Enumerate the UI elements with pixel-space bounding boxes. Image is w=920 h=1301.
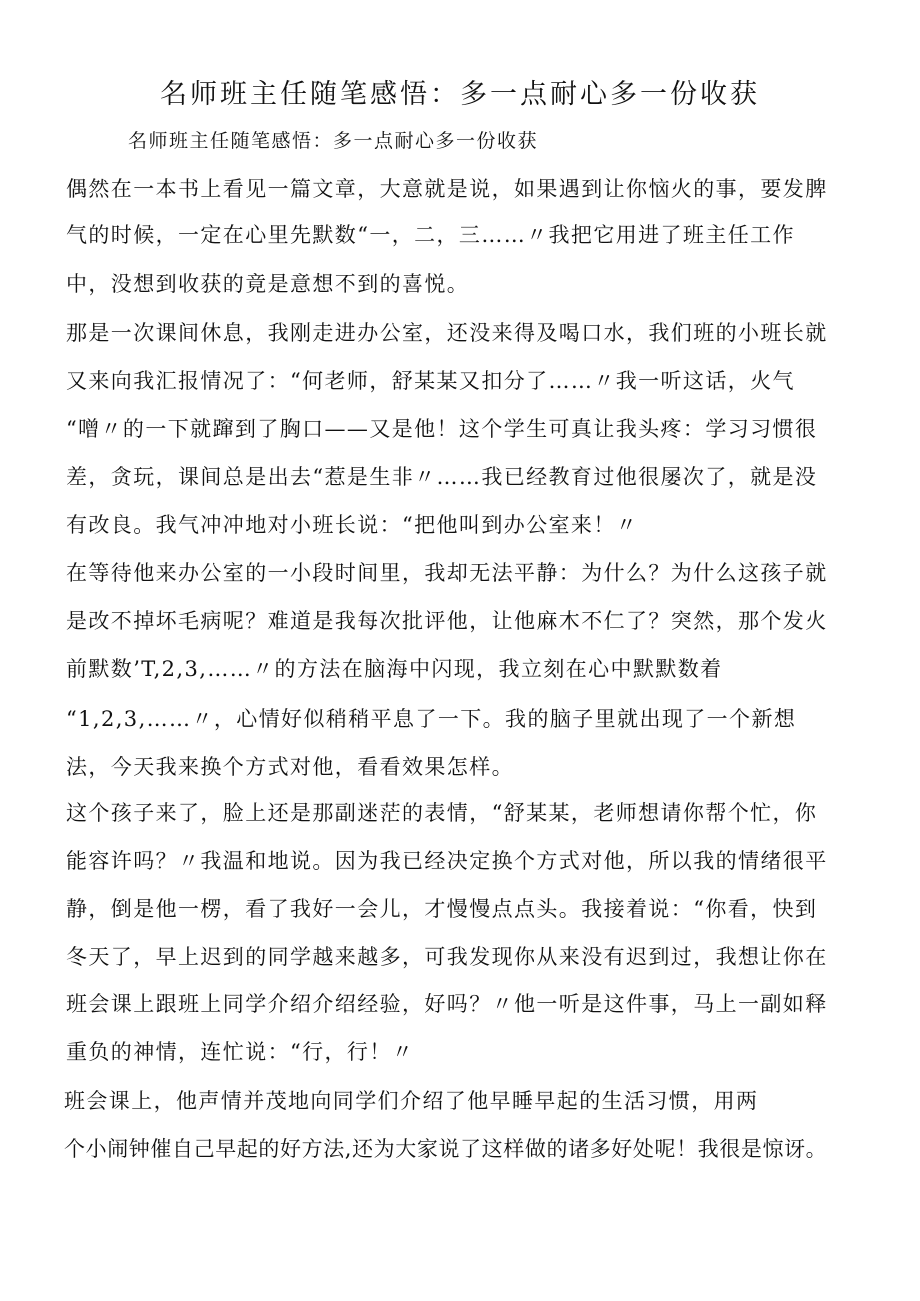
paragraph-line: 在等待他来办公室的一小段时间里，我却无法平静：为什么？为什么这孩子就 [66, 561, 828, 585]
document-title: 名师班主任随笔感悟：多一点耐心多一份收获 [160, 79, 760, 110]
paragraph-line: 冬天了，早上迟到的同学越来越多，可我发现你从来没有迟到过，我想让你在 [66, 945, 828, 969]
paragraph-line: 静，倒是他一楞，看了我好一会儿，才慢慢点点头。我接着说：“你看，快到 [66, 897, 818, 921]
paragraph-line: 班会课上，他声情并茂地向同学们介绍了他早睡早起的生活习惯，用两 [64, 1089, 759, 1113]
paragraph-line: 气的时候，一定在心里先默数“一，二，三……〃我把它用进了班主任工作 [66, 223, 795, 247]
paragraph-line: 那是一次课间休息，我刚走进办公室，还没来得及喝口水，我们班的小班长就 [66, 321, 828, 345]
paragraph-line: 能容许吗？〃我温和地说。因为我已经决定换个方式对他，所以我的情绪很平 [66, 849, 828, 873]
document-subtitle: 名师班主任随笔感悟：多一点耐心多一份收获 [128, 130, 539, 152]
paragraph-line: 这个孩子来了，脸上还是那副迷茫的表情，“舒某某，老师想请你帮个忙，你 [66, 801, 818, 825]
paragraph-line: 法，今天我来换个方式对他，看看效果怎样。 [66, 755, 514, 779]
paragraph-line: 中，没想到收获的竟是意想不到的喜悦。 [66, 272, 470, 296]
paragraph-line: 偶然在一本书上看见一篇文章，大意就是说，如果遇到让你恼火的事，要发脾 [66, 177, 828, 201]
paragraph-line: 班会课上跟班上同学介绍介绍经验，好吗？〃他一听是这件事，马上一副如释 [66, 992, 828, 1016]
paragraph-line: 有改良。我气冲冲地对小班长说：“把他叫到办公室来！〃 [66, 513, 639, 537]
paragraph-line: “1,2,3,……〃，心情好似稍稍平息了一下。我的脑子里就出现了一个新想 [66, 707, 797, 731]
paragraph-line: 个小闹钟催自己早起的好方法,还为大家说了这样做的诸多好处呢！我很是惊讶。 [64, 1137, 828, 1161]
paragraph-line: “噌〃的一下就蹿到了胸口——又是他！这个学生可真让我头疼：学习习惯很 [66, 417, 818, 441]
paragraph-line: 重负的神情，连忙说：“行，行！〃 [66, 1040, 415, 1064]
paragraph-line: 前默数’T,2,3,……〃的方法在脑海中闪现，我立刻在心中默默数着 [66, 657, 723, 681]
paragraph-line: 又来向我汇报情况了：“何老师，舒某某又扣分了……〃我一听这话，火气 [66, 369, 795, 393]
paragraph-line: 差，贪玩，课间总是出去“惹是生非〃……我已经教育过他很屡次了，就是没 [66, 465, 818, 489]
paragraph-line: 是改不掉坏毛病呢？难道是我每次批评他，让他麻木不仁了？突然，那个发火 [66, 609, 828, 633]
